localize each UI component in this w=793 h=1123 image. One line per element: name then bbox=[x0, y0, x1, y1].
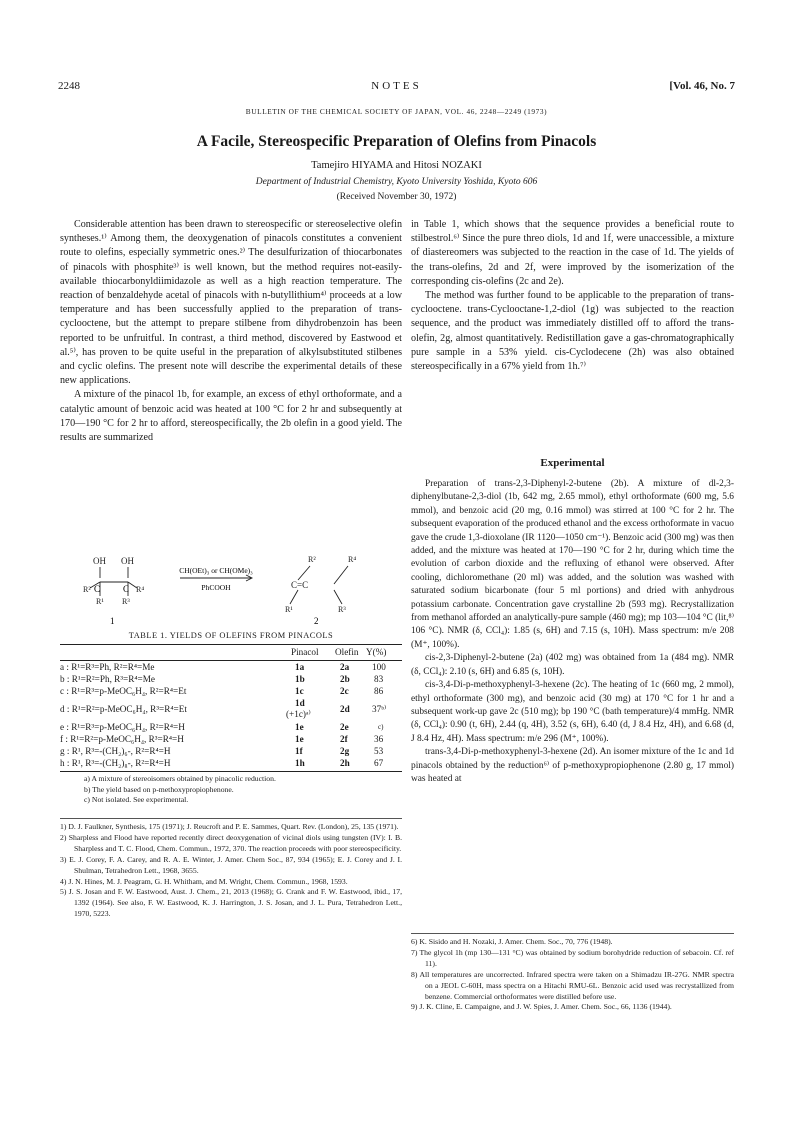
table-row bbox=[60, 674, 405, 686]
table-note: c) Not isolated. See experimental. bbox=[84, 795, 189, 805]
footnote-rule bbox=[411, 933, 734, 934]
affiliation: Department of Industrial Chemistry, Kyoto University Yoshida, Kyoto 606 bbox=[255, 177, 538, 187]
table-note: b) The yield based on p-methoxypropiophenone. bbox=[84, 784, 234, 794]
paragraph: The method was further found to be applicable to the preparation of trans-cyclooctene. trans-Cyclooctane-1,2-diol (1g) was subjected to the reaction sequence, and the product was immediately distilled off to afford the trans-olefin, 2g, almost quantitatively. Redistillation gave a gas-chromatographically pure sample in a 53% yield. cis-Cyclodecene (2h) was also obtained stereospecifically in a 67% yield from 1h.⁷⁾ bbox=[411, 290, 734, 373]
table-row bbox=[60, 662, 405, 674]
cell: 86 bbox=[374, 686, 384, 696]
column-header: Y(%) bbox=[366, 647, 387, 657]
cell: 2e bbox=[340, 722, 349, 732]
section-heading: Experimental bbox=[540, 457, 605, 469]
footnote: 2) Sharpless and Flood have reported recently direct deoxygenation of vicinal diols using tungsten (IV): I. B. Sharpless and T. C. Flood, Chem. Commun., 1972, 370. The reaction proceeds with poor stereospecificity. bbox=[60, 832, 402, 853]
experimental-body bbox=[411, 478, 734, 786]
footnote: 9) J. K. Cline, E. Campaigne, and J. W. Spies, J. Amer. Chem. Soc., 66, 1136 (1944). bbox=[411, 1002, 672, 1012]
svg-text:R⁴: R⁴ bbox=[348, 555, 357, 564]
cell: 1e bbox=[295, 722, 304, 732]
cell: 1b bbox=[295, 674, 305, 684]
footnote: 3) E. J. Corey, F. A. Carey, and R. A. E. Winter, J. Amer. Chem Soc., 87, 934 (1965); E. J. Corey and J. I. Shulman, Tetrahedron Lett., 1968, 3655. bbox=[60, 854, 402, 875]
svg-text:OH: OH bbox=[93, 556, 106, 566]
svg-text:OH: OH bbox=[121, 556, 134, 566]
reagent-label: CH(OEt)₃ or CH(OMe)₃ bbox=[179, 566, 253, 575]
svg-text:C=C: C=C bbox=[291, 580, 309, 590]
svg-text:R⁴: R⁴ bbox=[136, 585, 145, 594]
reagent-label: PhCOOH bbox=[201, 583, 231, 592]
svg-text:R¹: R¹ bbox=[96, 597, 104, 606]
paragraph: Considerable attention has been drawn to stereospecific or stereoselective olefin syntheses.¹⁾ Among them, the deoxygenation of pinacols constitutes a convenient route to olefins, especially symmetric ones.²⁾ The desulfurization of thiocarbonates of pinacols with phosphite³⁾ is well known, but the method requires not-easily-available thiocarbonyldiimidazole as well as a high reaction temperature. The reaction of benzaldehyde acetal of pinacols with n-butyllithium⁴⁾ proceeds at a low temperature and has been successfully applied to the preparation of trans-cyclooctene, but the attempt to prepare stilbene from dihydrobenzoin has been reported to be unfruitful. In contrast, a third method, discovered by Eastwood et al.⁵⁾, has proven to be quite useful in the preparation of alkylsubstituted stilbenes and cyclic olefins. The present note will describe the experimental details of these new applications. bbox=[60, 219, 402, 387]
footnote: 1) D. J. Faulkner, Synthesis, 175 (1971); J. Reucroft and P. E. Sammes, Quart. Rev. (London), 25, 135 (1971). bbox=[60, 822, 399, 831]
svg-text:R²: R² bbox=[308, 555, 316, 564]
cell: 2b bbox=[340, 674, 350, 684]
section-label: NOTES bbox=[371, 80, 422, 92]
right-column-body bbox=[411, 218, 734, 374]
cell: e : R¹=R³=p-MeOC₆H₄, R²=R⁴=H bbox=[60, 722, 185, 732]
cell: 2g bbox=[340, 746, 350, 756]
received-date: (Received November 30, 1972) bbox=[336, 192, 457, 202]
compound-label: 1 bbox=[110, 616, 115, 626]
table-row bbox=[60, 686, 405, 698]
footnote: 8) All temperatures are uncorrected. Infrared spectra were taken on a Shimadzu IR-27G. NMR spectra on a JEOL C-60H, mass spectra on a Hitachi RMU-6L. Benzoic acid used was recrystallized from benzene. Commercial orthoformates were distilled before use. bbox=[411, 969, 734, 1001]
compound-label: 2 bbox=[314, 616, 319, 626]
cell: 1f bbox=[295, 746, 303, 756]
cell: 67 bbox=[374, 758, 384, 768]
cell: 1h bbox=[295, 758, 305, 768]
svg-text:C: C bbox=[123, 584, 130, 594]
cell: 100 bbox=[372, 662, 386, 672]
cell: 2d bbox=[340, 704, 350, 714]
authors: Tamejiro HIYAMA and Hitosi NOZAKI bbox=[311, 160, 482, 171]
cell: 2a bbox=[340, 662, 350, 672]
footnote: 5) J. S. Josan and F. W. Eastwood, Aust. J. Chem., 21, 2013 (1968); G. Crank and F. W. Eastwood, ibid., 17, 1392 (1964). See also, F. W. Eastwood, K. J. Harrington, J. S. Josan, and J. L. Pura, Tetrahedron Lett., 1970, 5223. bbox=[60, 887, 402, 919]
table-row bbox=[60, 722, 405, 734]
cell: 1e bbox=[295, 734, 304, 744]
cell: 1a bbox=[295, 662, 305, 672]
page-number: 2248 bbox=[58, 80, 80, 92]
cell: 1c bbox=[295, 686, 304, 696]
footnotes-right bbox=[411, 937, 734, 1013]
cell: 2c bbox=[340, 686, 349, 696]
cell: 1d bbox=[295, 698, 305, 708]
cell: c : R¹=R³=p-MeOC₆H₄, R²=R⁴=Et bbox=[60, 686, 187, 696]
paragraph: A mixture of the pinacol 1b, for example, an excess of ethyl orthoformate, and a catalytic amount of benzoic acid was heated at 100 °C for 2 hr and subsequently at 170—190 °C for 2 hr to afford, stereospecifically, the 2b olefin in a good yield. The results are summarized bbox=[60, 389, 402, 444]
table-rule bbox=[60, 771, 402, 772]
cell: 37ᵇ⁾ bbox=[372, 704, 387, 714]
table-header-row bbox=[60, 647, 405, 659]
paragraph: cis-3,4-Di-p-methoxyphenyl-3-hexene (2c). The heating of 1c (660 mg, 2 mmol), ethyl orthoformate (300 mg), and benzoic acid (30 mg) at 170 °C for 1 hr and a subsequent work-up gave 2c (510 mg); bp 190 °C (bath temperature)/4 mmHg. NMR (δ, CCl₄): 0.90 (t, 6H), 2.44 (q, 4H), 3.52 (s, 6H), 6.40 (d, J 8.4 Hz, 4H), and 6.68 (d, J 8.4 Hz, 4H). Mass spectrum: m/e 296 (M⁺, 100%). bbox=[411, 680, 734, 744]
cell: c) bbox=[378, 723, 384, 731]
cell: f : R¹=R²=p-MeOC₆H₄, R³=R⁴=H bbox=[60, 734, 184, 744]
column-header: Pinacol bbox=[291, 647, 319, 657]
paragraph: Preparation of trans-2,3-Diphenyl-2-butene (2b). A mixture of dl-2,3-diphenylbutane-2,3-diol (1b, 642 mg, 2.65 mmol), ethyl orthoformate (600 mg, 5.6 mmol), and benzoic acid (20 mg, 0.16 mmol) was stirred at 100 °C for 2 hr. The subsequent evaporation of the produced ethanol and the excess orthoformate in vacuo gave the crude 1,3-dioxolane (IR 1120—1050 cm⁻¹). Benzoic acid (300 mg) was then added, and the mixture was heated at 170—190 °C for 2 hr, during which time the evolution of carbon dioxide and the refluxing of ethanol were observed. After cooling, dichloromethane (20 ml) was added, and the solution was washed with saturated sodium bicarbonate (four 5 ml portions) and dried with anhydrous potassium carbonate. Concentration gave crystalline 2b (593 mg). Recrystallization from methanol afforded an analytically-pure sample (460 mg); mp 103—104 °C (lit,⁸⁾ 106 °C). NMR (δ, CCl₄): 1.85 (s, 6H) and 7.15 (s, 10H). Mass spectrum: m/e 208 (M⁺, 100%). bbox=[411, 479, 734, 650]
journal-line: BULLETIN OF THE CHEMICAL SOCIETY OF JAPAN, VOL. 46, 2248—2249 (1973) bbox=[245, 107, 548, 116]
table-note: a) A mixture of stereoisomers obtained by pinacolic reduction. bbox=[84, 774, 276, 783]
table-caption: TABLE 1. YIELDS OF OLEFINS FROM PINACOLS bbox=[128, 631, 334, 640]
paragraph: in Table 1, which shows that the sequence provides a beneficial route to stilbestrol.⁶⁾ Since the pure threo diols, 1d and 1f, were unaccessible, a mixture of diastereomers was subjected to the reaction in the case of 1d. The yields of the trans-olefins, 2d and 2f, were improved by the isomerization of the corresponding cis-olefins (2c and 2e). bbox=[411, 219, 734, 287]
cell: h : R¹, R³=-(CH₂)₈-, R²=R⁴=H bbox=[60, 758, 171, 768]
svg-text:R³: R³ bbox=[122, 597, 130, 606]
volume-label: [Vol. 46, No. 7 bbox=[669, 80, 735, 92]
paper-title: A Facile, Stereospecific Preparation of Olefins from Pinacols bbox=[196, 133, 597, 150]
footnote: 6) K. Sisido and H. Nozaki, J. Amer. Chem. Soc., 70, 776 (1948). bbox=[411, 937, 613, 946]
svg-text:R²: R² bbox=[83, 585, 91, 594]
paragraph: cis-2,3-Diphenyl-2-butene (2a) (402 mg) was obtained from 1a (484 mg). NMR (δ, CCl₄): 2.10 (s, 6H) and 6.85 (s, 10H). bbox=[411, 653, 734, 677]
footnote-rule bbox=[60, 818, 402, 819]
column-header: Olefin bbox=[335, 647, 359, 657]
table-row bbox=[60, 734, 405, 746]
cell: 53 bbox=[374, 746, 384, 756]
cell: g : R¹, R³=-(CH₂)₆-, R²=R⁴=H bbox=[60, 746, 171, 756]
cell: b : R¹=R²=Ph, R³=R⁴=Me bbox=[60, 674, 155, 684]
table-rule bbox=[60, 644, 402, 645]
footnote: 4) J. N. Hines, M. J. Peagram, G. H. Whitham, and M. Wright, Chem. Commun., 1968, 1593. bbox=[60, 876, 348, 886]
cell: 83 bbox=[374, 674, 384, 684]
cell: 2h bbox=[340, 758, 350, 768]
footnote: 7) The glycol 1h (mp 130—131 °C) was obtained by sodium borohydride reduction of sebacoin. Cf. ref 11). bbox=[411, 947, 734, 968]
svg-text:R¹: R¹ bbox=[285, 605, 293, 614]
table-notes bbox=[74, 774, 396, 806]
yields-table bbox=[60, 647, 402, 767]
cell: d : R¹=R²=p-MeOC₆H₄, R³=R⁴=Et bbox=[60, 704, 187, 714]
table-row bbox=[60, 758, 405, 770]
footnotes-left bbox=[60, 822, 402, 920]
svg-text:R³: R³ bbox=[338, 605, 346, 614]
reaction-scheme bbox=[70, 548, 370, 630]
svg-text:C: C bbox=[94, 584, 101, 594]
cell: 2f bbox=[340, 734, 348, 744]
paragraph: trans-3,4-Di-p-methoxyphenyl-3-hexene (2d). An isomer mixture of the 1c and 1d pinacols obtained by the reduction⁶⁾ of p-methoxypropiophenone (2.80 g, 17 mmol) was heated at bbox=[411, 747, 734, 784]
cell: a : R¹=R³=Ph, R²=R⁴=Me bbox=[60, 662, 155, 672]
cell: (+1c)ᵃ⁾ bbox=[286, 709, 311, 719]
table-row bbox=[60, 746, 405, 758]
cell: 36 bbox=[374, 734, 384, 744]
table-row bbox=[60, 698, 405, 719]
left-column-body bbox=[60, 218, 402, 445]
